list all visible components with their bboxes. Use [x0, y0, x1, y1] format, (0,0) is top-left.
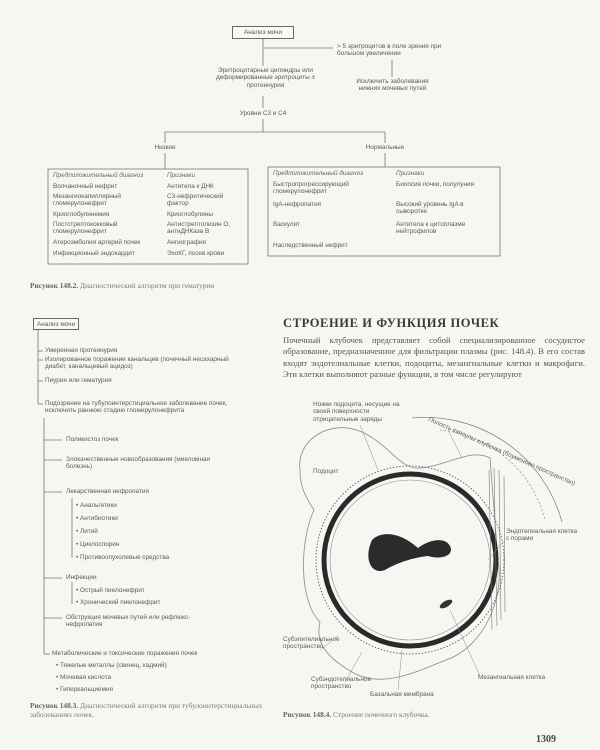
section-paragraph: Почечный клубочек представляет собой специализированное сосудистое образование, предназначенное для фильтрации плазмы (рис. 148.4). В его состав входят эндотелиальные клетки, подоциты, мезангиальные клетки и макрофаги. Эти клетки выполняют разные функции, в том числе регулируют	[283, 335, 585, 380]
rbc-criterion: > 5 эритроцитов в поле зрения при большом увеличении	[337, 43, 442, 58]
urinalysis-start-box: Анализ мочи	[33, 318, 79, 330]
normal-table-sign: Биопсия почки, полулуния	[396, 181, 475, 188]
urinalysis-start-box: Анализ мочи	[232, 26, 294, 39]
figure-148-4-caption	[283, 711, 583, 720]
label-foot-processes: Ножки подоцита, несущие на своей поверхности отрицательные заряды	[313, 401, 400, 423]
normal-table-diagnosis: Наследственный нефрит	[273, 242, 348, 249]
low-table-sign: Криоглобулины	[167, 211, 213, 218]
metabolic-item: • Гиперкальциемия	[56, 686, 113, 693]
label-subendothelial-space: Субэндотелиальное пространство	[311, 676, 372, 691]
metabolic-item: • Тяжелые металлы (свинец, кадмий)	[56, 662, 167, 669]
normal-table-diagnosis: IgA-нефропатия	[273, 201, 322, 208]
mesangial-cell-shape	[368, 534, 451, 571]
cause-item: Инфекции	[66, 574, 97, 581]
cause-item: Поликистоз почек	[66, 436, 119, 443]
low-table-sign: C3-нефритический фактор	[167, 193, 224, 208]
low-table-diagnosis: Волчаночный нефрит	[53, 183, 118, 190]
foot-processes-ring	[316, 466, 504, 654]
normal-table-sign: Антитела к цитоплазме нейтрофилов	[396, 221, 466, 236]
label-mesangial-cell: Мезангиальная клетка	[478, 674, 546, 681]
finding-item: Пиурия или гематурия	[45, 377, 112, 384]
low-table-diagnosis: Криоглобулинемия	[53, 211, 110, 218]
label-subepithelial-space: Субэпителиальное пространство	[283, 636, 340, 651]
cause-item: Обструкция мочевых путей или рефлюкс-нефропатия	[66, 614, 191, 629]
page-number: 1309	[536, 734, 556, 745]
capillary-loop	[324, 474, 496, 646]
section-heading: СТРОЕНИЕ И ФУНКЦИЯ ПОЧЕК	[283, 316, 500, 330]
exclude-lower-tract: Исключить заболевания нижних мочевых путей	[356, 78, 429, 93]
caption-number: Рисунок 148.3.	[30, 701, 79, 710]
low-table-diagnosis: Постстрептококковый гломерулонефрит	[53, 221, 118, 236]
figure-148-3-caption	[30, 702, 270, 719]
low-table-header-signs: Признаки	[167, 172, 196, 179]
endothelial-nucleus	[438, 598, 453, 610]
figure-148-2-caption	[30, 282, 290, 291]
complement-levels: Уровни C3 и C4	[239, 110, 287, 117]
drug-item: • Антибиотики	[76, 515, 118, 522]
normal-branch: Нормальные	[365, 144, 405, 151]
label-podocyte: Подоцит	[313, 468, 339, 475]
low-table-sign: Ангиография	[167, 239, 206, 246]
cause-item: Метаболические и токсические поражения почек	[52, 650, 198, 657]
infection-item: • Хронический пиелонефрит	[76, 599, 160, 606]
drug-item: • Противоопухолевые средства	[76, 554, 169, 561]
endothelial-pores	[489, 468, 505, 630]
cause-item: Злокачественные новообразования (миеломная болезнь)	[66, 456, 210, 471]
caption-number: Рисунок 148.4.	[283, 710, 332, 719]
low-table-header-diagnosis: Предположительный диагноз	[53, 172, 144, 179]
finding-item: Умеренная протеинурия	[45, 347, 118, 354]
normal-table-diagnosis: Быстропрогрессирующий гломерулонефрит	[273, 181, 349, 196]
label-basement-membrane: Базальная мембрана	[370, 691, 434, 698]
normal-table-sign: Высокий уровень IgA в сыворотке	[396, 201, 464, 216]
casts-criterion: Эритроцитарные цилиндры или деформированные эритроциты ± протеинурия	[203, 67, 328, 89]
normal-table-header-diagnosis: Предположительный диагноз	[273, 170, 364, 177]
low-table-sign: Антистрептолизин O, антиДНКаза B	[167, 221, 231, 236]
low-table-diagnosis: Мезангиокапиллярный гломерулонефрит	[53, 193, 121, 208]
caption-text: Диагностический алгоритм при гематурии	[80, 281, 215, 290]
label-bowman-space: Полость капсулы клубочка (боуменово пространство)	[427, 416, 577, 488]
low-table-diagnosis: Атероэмболия артерий почек	[53, 239, 141, 246]
suspicion-text: Подозрение на тубулоинтерстициальное заболевание почек, исключить раннюю стадию гломерулонефрита	[45, 400, 228, 415]
low-table-sign: ЭхоКГ, посев крови	[167, 250, 225, 257]
label-endothelial-cell: Эндотелиальная клетка с порами	[506, 528, 578, 543]
infection-item: • Острый пиелонефрит	[76, 587, 145, 594]
drug-item: • Литий	[76, 528, 98, 535]
caption-number: Рисунок 148.2.	[30, 281, 79, 290]
finding-item: Изолированное поражение канальцев (почечный несахарный диабет, канальцевый ацидоз)	[45, 356, 229, 371]
endothelium-ring	[330, 480, 490, 640]
low-branch: Низкие	[154, 144, 176, 151]
drug-item: • Циклоспорин	[76, 541, 119, 548]
normal-table-diagnosis: Васкулит	[273, 221, 301, 228]
normal-table-header-signs: Признаки	[396, 170, 425, 177]
caption-text: Строение почечного клубочка.	[333, 710, 430, 719]
metabolic-item: • Мочевая кислота	[56, 674, 111, 681]
drug-item: • Анальгетики	[76, 502, 117, 509]
cause-item: Лекарственная нефропатия	[66, 488, 149, 495]
low-table-diagnosis: Инфекционный эндокардит	[53, 250, 135, 257]
caption-text: Диагностический алгоритм при тубулоинтерстициальных заболеваниях почек.	[30, 701, 263, 719]
low-table-sign: Антитела к ДНК	[167, 183, 214, 190]
